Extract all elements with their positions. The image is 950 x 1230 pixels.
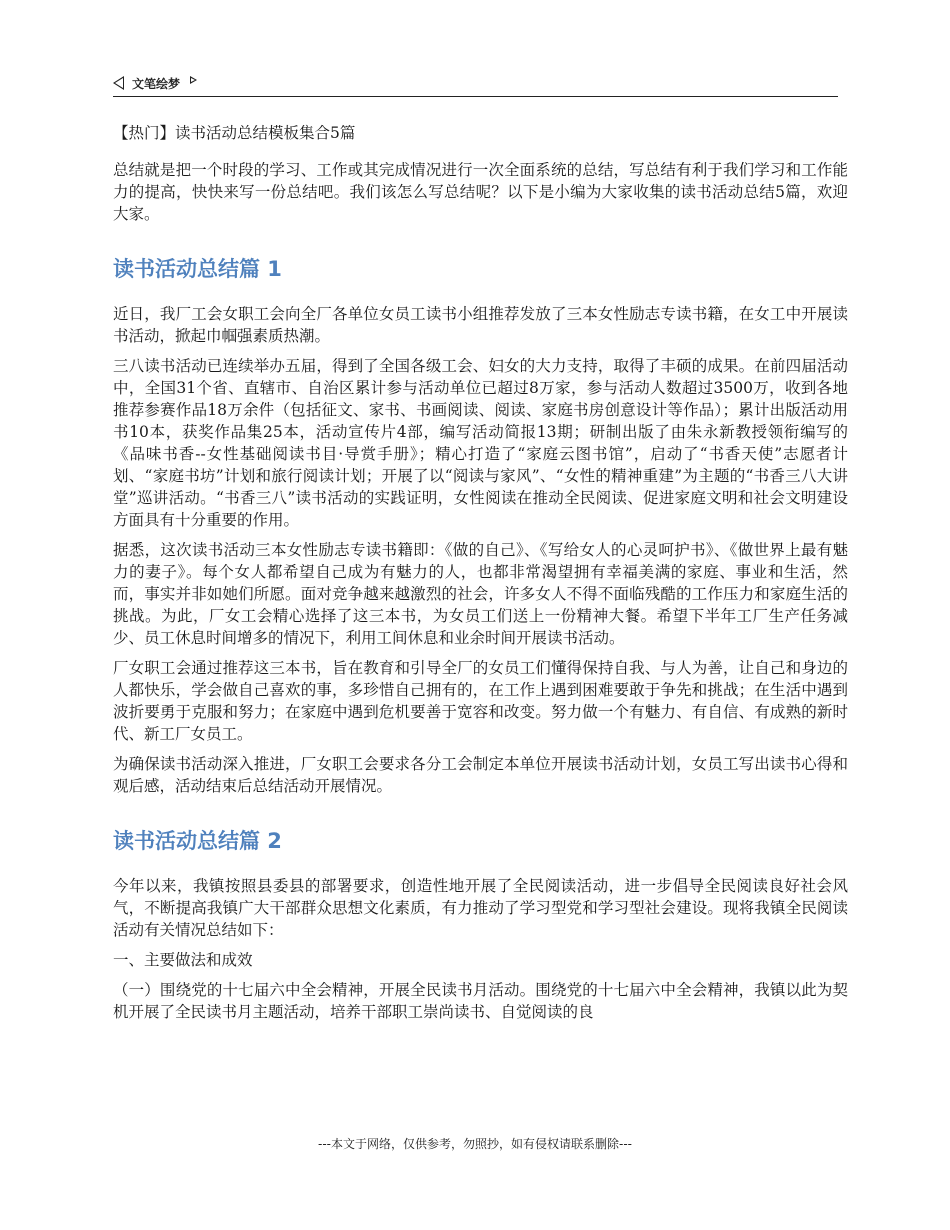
page-header: [113, 70, 838, 97]
triangle-right-icon: [190, 76, 197, 84]
brand-name: 文笔绘梦: [132, 76, 181, 91]
intro-paragraph: 总结就是把一个时段的学习、工作或其完成情况进行一次全面系统的总结，写总结有利于我们学习和工作能力的提高，快快来写一份总结吧。我们该怎么写总结呢？以下是小编为大家收集的读书活动总结5篇，欢迎大家。: [113, 161, 848, 223]
paragraph: 据悉，这次读书活动三本女性励志专读书籍即：《做的自己》、《写给女人的心灵呵护书》、《做世界上最有魅力的妻子》。每个女人都希望自己成为有魅力的人，也都非常渴望拥有幸福美满的家庭、事业和生活，然而，事实并非如她们所愿。面对竞争越来越激烈的社会，许多女人不得不面临残酷的工作压力和家庭生活的挑战。为此，厂女工会精心选择了这三本书，为女员工们送上一份精神大餐。希望下半年工厂生产任务减少、员工休息时间增多的情况下，利用工间休息和业余时间开展读书活动。: [113, 541, 848, 647]
paragraph: 今年以来，我镇按照县委县的部署要求，创造性地开展了全民阅读活动，进一步倡导全民阅读良好社会风气，不断提高我镇广大干部群众思想文化素质，有力推动了学习型党和学习型社会建设。现将我镇全民阅读活动有关情况总结如下：: [113, 877, 848, 939]
paragraph: 一、主要做法和成效: [113, 951, 253, 969]
page-footer: ---本文于网络，仅供参考，勿照抄，如有侵权请联系删除---: [318, 1137, 632, 1151]
document-body: [113, 122, 848, 1031]
document-title: 【热门】读书活动总结模板集合5篇: [113, 124, 356, 142]
paragraph: 厂女职工会通过推荐这三本书，旨在教育和引导全厂的女员工们懂得保持自我、与人为善，让自己和身边的人都快乐，学会做自己喜欢的事，多珍惜自己拥有的，在工作上遇到困难要敢于争先和挑战；在生活中遇到波折要勇于克服和努力；在家庭中遇到危机要善于宽容和改变。努力做一个有魅力、有自信、有成熟的新时代、新工厂女员工。: [113, 659, 848, 743]
triangle-left-icon: [113, 76, 124, 90]
paragraph: 近日，我厂工会女职工会向全厂各单位女员工读书小组推荐发放了三本女性励志专读书籍，在女工中开展读书活动，掀起巾帼强素质热潮。: [113, 305, 848, 345]
paragraph: 为确保读书活动深入推进，厂女职工会要求各分工会制定本单位开展读书活动计划，女员工写出读书心得和观后感，活动结束后总结活动开展情况。: [113, 755, 848, 795]
section-heading: 读书活动总结篇 1: [113, 257, 282, 281]
paragraph: 三八读书活动已连续举办五届，得到了全国各级工会、妇女的大力支持，取得了丰硕的成果。在前四届活动中，全国31个省、直辖市、自治区累计参与活动单位已超过8万家，参与活动人数超过3500万，收到各地推荐参赛作品18万余件（包括征文、家书、书画阅读、阅读、家庭书房创意设计等作品）；累计出版活动用书10本，获奖作品集25本，活动宣传片4部，编写活动简报13期；研制出版了由朱永新教授领衔编写的《品味书香--女性基础阅读书目·导赏手册》；精心打造了“家庭云图书馆”，启动了“书香天使”志愿者计划、“家庭书坊”计划和旅行阅读计划；开展了以“阅读与家风”、“女性的精神重建”为主题的“书香三八大讲堂”巡讲活动。“书香三八”读书活动的实践证明，女性阅读在推动全民阅读、促进家庭文明和社会文明建设方面具有十分重要的作用。: [113, 357, 848, 529]
paragraph: （一）围绕党的十七届六中全会精神，开展全民读书月活动。围绕党的十七届六中全会精神，我镇以此为契机开展了全民读书月主题活动，培养干部职工崇尚读书、自觉阅读的良: [113, 981, 848, 1021]
section-heading: 读书活动总结篇 2: [113, 829, 282, 853]
